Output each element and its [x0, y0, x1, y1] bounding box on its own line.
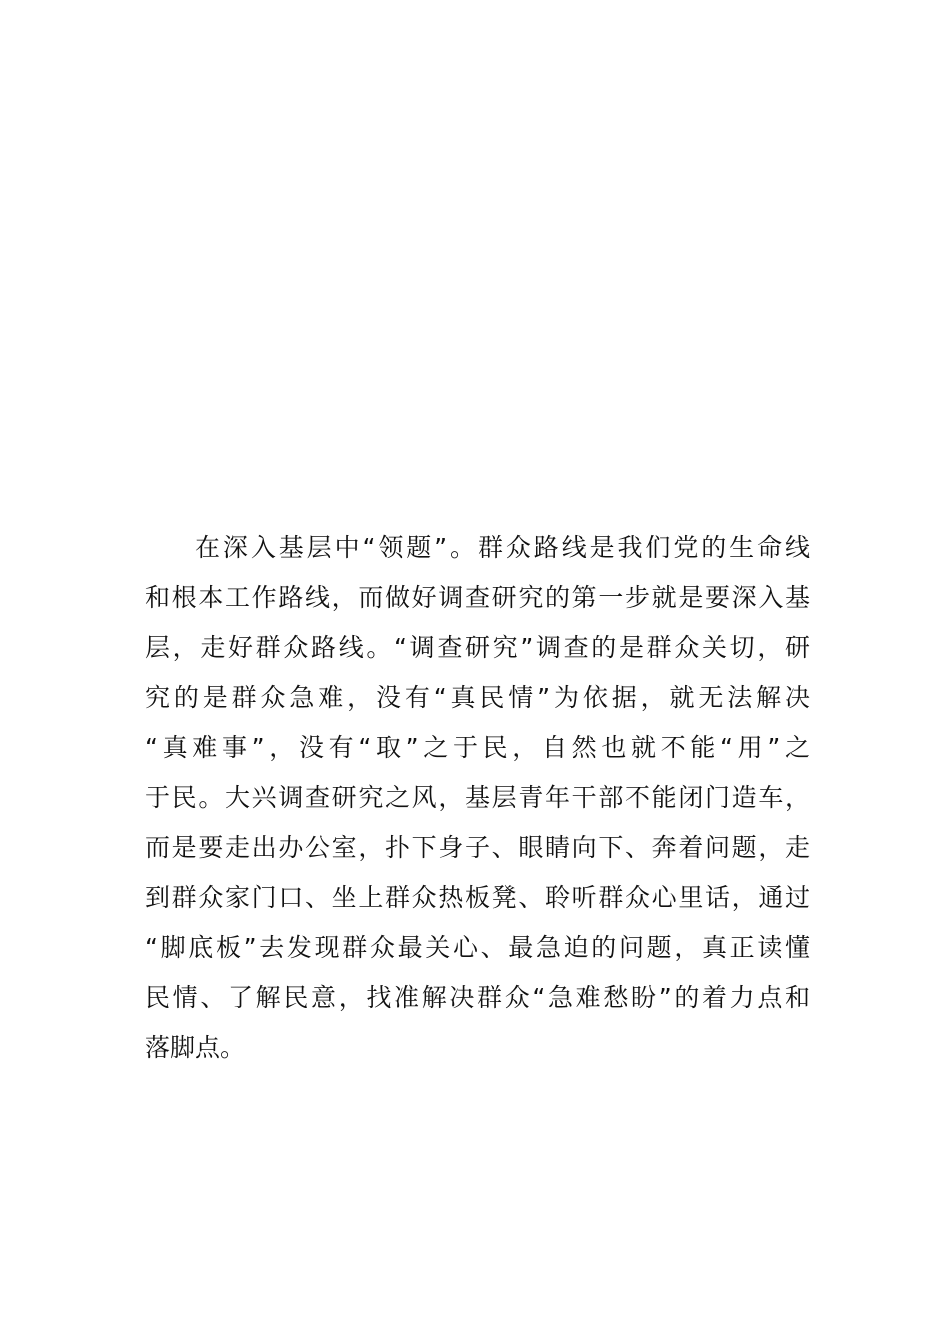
paragraph-line: 于民。大兴调查研究之风，基层青年干部不能闭门造车， — [145, 783, 810, 812]
paragraph-line: 落脚点。 — [145, 1033, 246, 1062]
paragraph-line: “脚底板”去发现群众最关心、最急迫的问题，真正读懂 — [145, 933, 810, 962]
paragraph-line: 在深入基层中“领题”。群众路线是我们党的生命线 — [195, 533, 810, 562]
paragraph-line: 层，走好群众路线。“调查研究”调查的是群众关切，研 — [145, 633, 810, 662]
paragraph-line: 和根本工作路线，而做好调查研究的第一步就是要深入基 — [145, 583, 810, 612]
paragraph-line: 究的是群众急难，没有“真民情”为依据，就无法解决 — [145, 683, 810, 712]
paragraph-line: 而是要走出办公室，扑下身子、眼睛向下、奔着问题，走 — [145, 833, 810, 862]
paragraph-line: 民情、了解民意，找准解决群众“急难愁盼”的着力点和 — [145, 983, 810, 1012]
body-paragraph — [145, 523, 810, 1073]
paragraph-line: 到群众家门口、坐上群众热板凳、聆听群众心里话，通过 — [145, 883, 810, 912]
paragraph-line: “真难事”，没有“取”之于民，自然也就不能“用”之 — [145, 733, 810, 762]
